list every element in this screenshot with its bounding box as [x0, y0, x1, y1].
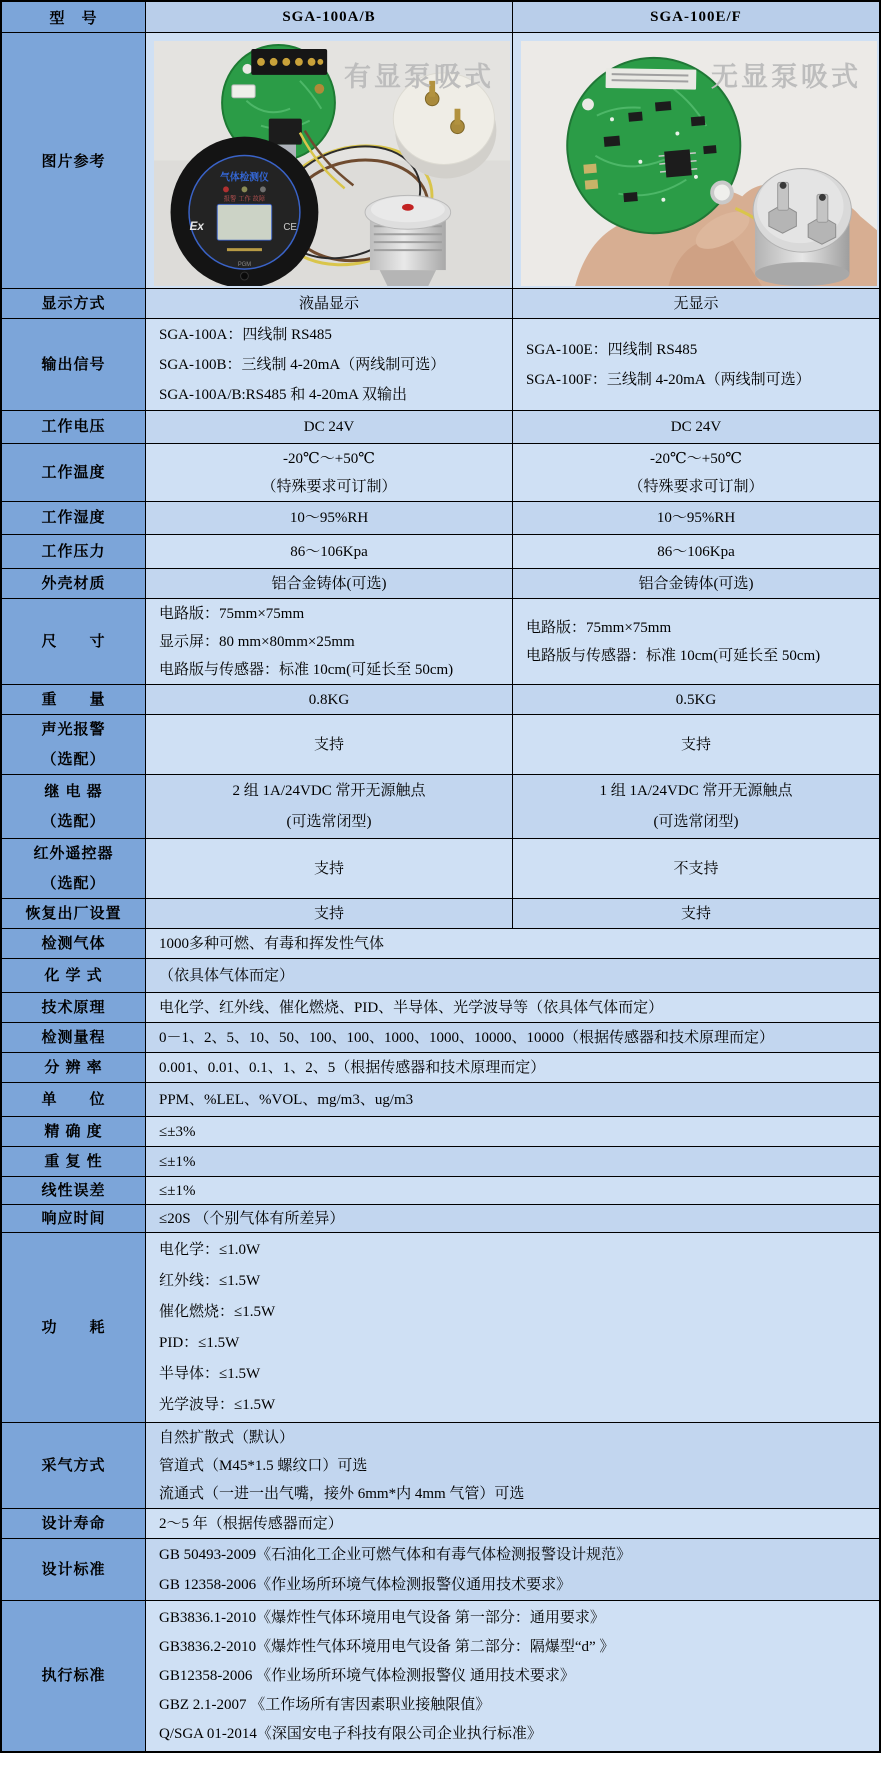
- sensor-cylinder-right: [753, 168, 851, 286]
- row-label: 外壳材质: [2, 569, 146, 598]
- spec-value-cell: 0－1、2、5、10、50、100、100、1000、1000、10000、10000（根据传感器和技术原理而定）: [146, 1023, 879, 1052]
- table-row: [2, 599, 879, 685]
- row-label: 声光报警 （选配）: [2, 715, 146, 774]
- row-label: 检测气体: [2, 929, 146, 958]
- row-label: 红外遥控器 （选配）: [2, 839, 146, 898]
- spec-value-cell: DC 24V: [146, 411, 513, 443]
- row-label: 工作温度: [2, 444, 146, 501]
- svg-text:气体检测仪: 气体检测仪: [220, 172, 269, 184]
- spec-value-cell: 电化学、红外线、催化燃烧、PID、半导体、光学波导等（依具体气体而定）: [146, 993, 879, 1022]
- spec-value-cell: 0.5KG: [513, 685, 879, 714]
- spec-value-cell: 支持: [513, 715, 879, 774]
- spec-value-cell: 0.8KG: [146, 685, 513, 714]
- table-row: [2, 959, 879, 993]
- spec-value-cell: GB 50493-2009《石油化工企业可燃气体和有毒气体检测报警设计规范》 GB 12358-2006《作业场所环境气体检测报警仪通用技术要求》: [146, 1539, 879, 1600]
- table-row: [2, 929, 879, 959]
- watermark-right: 无显泵吸式: [711, 62, 861, 92]
- spec-value-cell: 支持: [146, 839, 513, 898]
- spec-value-cell: PPM、%LEL、%VOL、mg/m3、ug/m3: [146, 1083, 879, 1116]
- table-row: [2, 502, 879, 535]
- table-row: [2, 1053, 879, 1083]
- row-label: 输出信号: [2, 319, 146, 410]
- row-label: 线性误差: [2, 1177, 146, 1204]
- spec-value-cell: 2～5 年（根据传感器而定）: [146, 1509, 879, 1538]
- svg-text:PGM: PGM: [237, 262, 252, 269]
- spec-value-cell: 1000多种可燃、有毒和挥发性气体: [146, 929, 879, 958]
- table-header-row: [2, 2, 879, 33]
- spec-value-cell: 液晶显示: [146, 289, 513, 318]
- table-row: [2, 1147, 879, 1177]
- row-label: 工作湿度: [2, 502, 146, 534]
- row-label: 显示方式: [2, 289, 146, 318]
- svg-text:报警 工作 故障: 报警 工作 故障: [223, 195, 266, 203]
- spec-value-cell: SGA-100A：四线制 RS485 SGA-100B：三线制 4-20mA（两线制可选） SGA-100A/B:RS485 和 4-20mA 双输出: [146, 319, 513, 410]
- spec-value-cell: -20℃～+50℃ （特殊要求可订制）: [513, 444, 879, 501]
- spec-value-cell: SGA-100E：四线制 RS485 SGA-100F：三线制 4-20mA（两线制可选）: [513, 319, 879, 410]
- spec-value-cell: 10～95%RH: [146, 502, 513, 534]
- header-model-b: SGA-100E/F: [513, 2, 879, 32]
- table-row: [2, 1205, 879, 1233]
- row-label: 重 量: [2, 685, 146, 714]
- spec-value-cell: GB3836.1-2010《爆炸性气体环境用电气设备 第一部分：通用要求》 GB3836.2-2010《爆炸性气体环境用电气设备 第二部分：隔爆型“d” 》 GB12358-2006 《作业场所环境气体检测报警仪 通用技术要求》 GBZ 2.1-2007 《工作场所有害因素职业接触限值》 Q/SGA 01-2014《深国安电子科技有限公司企业执行标准》: [146, 1601, 879, 1751]
- row-label: 单 位: [2, 1083, 146, 1116]
- table-row: [2, 1233, 879, 1423]
- table-row: [2, 1083, 879, 1117]
- spec-value-cell: 10～95%RH: [513, 502, 879, 534]
- table-row: [2, 1423, 879, 1509]
- table-row: [2, 899, 879, 929]
- spec-value-cell: ≤±1%: [146, 1177, 879, 1204]
- svg-text:CE: CE: [283, 222, 297, 234]
- row-label-photo: 图片参考: [2, 33, 146, 288]
- spec-value-cell: 不支持: [513, 839, 879, 898]
- row-label: 采气方式: [2, 1423, 146, 1508]
- row-label: 工作压力: [2, 535, 146, 568]
- table-row: [2, 1117, 879, 1147]
- table-row: [2, 569, 879, 599]
- row-label: 化 学 式: [2, 959, 146, 992]
- table-row: [2, 1023, 879, 1053]
- row-label: 设计标准: [2, 1539, 146, 1600]
- spec-value-cell: 支持: [146, 899, 513, 928]
- spec-value-cell: DC 24V: [513, 411, 879, 443]
- spec-value-cell: 无显示: [513, 289, 879, 318]
- row-label: 工作电压: [2, 411, 146, 443]
- spec-value-cell: ≤±3%: [146, 1117, 879, 1146]
- photo-reference-row: [2, 33, 879, 289]
- spec-value-cell: （依具体气体而定）: [146, 959, 879, 992]
- row-label: 恢复出厂设置: [2, 899, 146, 928]
- table-row: [2, 839, 879, 899]
- table-row: [2, 289, 879, 319]
- row-label: 继 电 器 （选配）: [2, 775, 146, 838]
- table-row: [2, 993, 879, 1023]
- spec-value-cell: 86～106Kpa: [146, 535, 513, 568]
- spec-value-cell: 铝合金铸体(可选): [513, 569, 879, 598]
- header-model-a: SGA-100A/B: [146, 2, 513, 32]
- table-row: [2, 535, 879, 569]
- product-photo-sga100ab: [146, 33, 513, 288]
- spec-value-cell: ≤±1%: [146, 1147, 879, 1176]
- spec-value-cell: 支持: [513, 899, 879, 928]
- spec-value-cell: 1 组 1A/24VDC 常开无源触点 (可选常闭型): [513, 775, 879, 838]
- spec-value-cell: 电化学：≤1.0W 红外线：≤1.5W 催化燃烧：≤1.5W PID：≤1.5W 半导体：≤1.5W 光学波导：≤1.5W: [146, 1233, 879, 1422]
- product-photo-sga100ef: [513, 33, 879, 288]
- spec-value-cell: -20℃～+50℃ （特殊要求可订制）: [146, 444, 513, 501]
- table-row: [2, 444, 879, 502]
- spec-value-cell: 电路版：75mm×75mm 显示屏：80 mm×80mm×25mm 电路版与传感器：标准 10cm(可延长至 50cm): [146, 599, 513, 684]
- row-label: 分 辨 率: [2, 1053, 146, 1082]
- header-label-model: 型 号: [2, 2, 146, 32]
- spec-value-cell: 2 组 1A/24VDC 常开无源触点 (可选常闭型): [146, 775, 513, 838]
- table-row: [2, 715, 879, 775]
- spec-value-cell: 支持: [146, 715, 513, 774]
- row-label: 重 复 性: [2, 1147, 146, 1176]
- table-row: [2, 1177, 879, 1205]
- table-row: [2, 411, 879, 444]
- svg-text:Ex: Ex: [189, 219, 204, 234]
- spec-value-cell: ≤20S （个别气体有所差异）: [146, 1205, 879, 1232]
- row-label: 技术原理: [2, 993, 146, 1022]
- gas-detector-face: [171, 137, 319, 286]
- row-label: 尺 寸: [2, 599, 146, 684]
- spec-value-cell: 电路版：75mm×75mm 电路版与传感器：标准 10cm(可延长至 50cm): [513, 599, 879, 684]
- table-row: [2, 1539, 879, 1601]
- row-label: 设计寿命: [2, 1509, 146, 1538]
- spec-value-cell: 0.001、0.01、0.1、1、2、5（根据传感器和技术原理而定）: [146, 1053, 879, 1082]
- row-label: 执行标准: [2, 1601, 146, 1751]
- row-label: 功 耗: [2, 1233, 146, 1422]
- spec-value-cell: 铝合金铸体(可选): [146, 569, 513, 598]
- table-row: [2, 775, 879, 839]
- table-row: [2, 319, 879, 411]
- table-row: [2, 1601, 879, 1751]
- row-label: 响应时间: [2, 1205, 146, 1232]
- table-row: [2, 685, 879, 715]
- spec-value-cell: 86～106Kpa: [513, 535, 879, 568]
- watermark-left: 有显泵吸式: [344, 62, 494, 92]
- row-label: 检测量程: [2, 1023, 146, 1052]
- table-row: [2, 1509, 879, 1539]
- spec-value-cell: 自然扩散式（默认） 管道式（M45*1.5 螺纹口）可选 流通式（一进一出气嘴，接外 6mm*内 4mm 气管）可选: [146, 1423, 879, 1508]
- row-label: 精 确 度: [2, 1117, 146, 1146]
